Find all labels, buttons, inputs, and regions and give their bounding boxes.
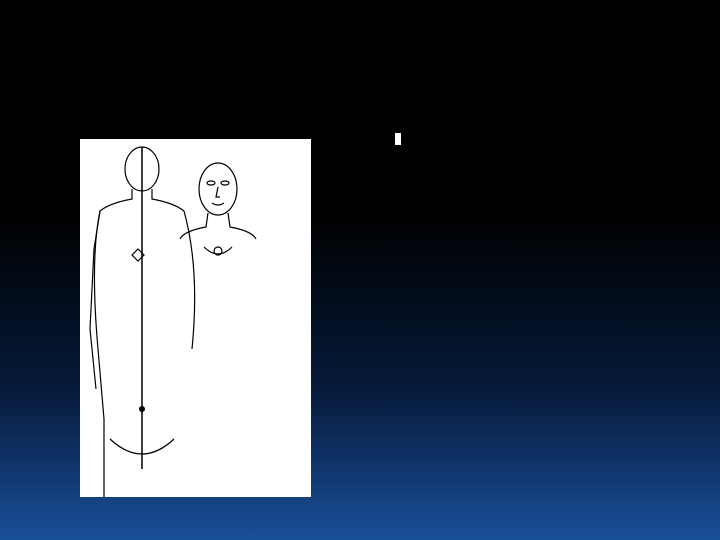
meridian-figure <box>80 139 311 497</box>
bullet-list <box>395 128 695 134</box>
square-bullet-icon <box>395 139 401 145</box>
meridian-illustration <box>80 139 311 497</box>
